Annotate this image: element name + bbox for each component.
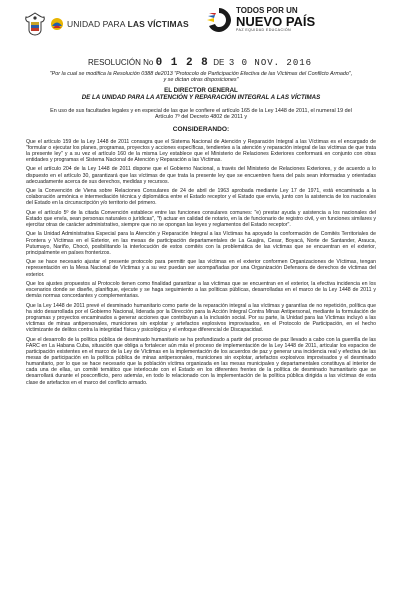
resolution-number: 0 1 2 8: [155, 57, 209, 69]
paragraph: Que la Convención de Viena sobre Relaciones Consulares de 24 de abril de 1963 aprobada mediante Ley 17 de 1971, está encaminada a la colaboración armónica e intermediación técnica y diplomática entre el Estado receptor y el Estado que envía, junto con la asistencia de los nacionales del Estado en la circunscripción y/o territorio del primero.: [26, 188, 376, 207]
resolution-date: 3 0 NOV. 2016: [228, 58, 313, 68]
paragraph: Que el artículo 204 de la Ley 1448 de 2011 dispone que el Gobierno Nacional, a través del Ministerio de Relaciones Exteriores, y de acuerdo a lo dispuesto en el artículo 30, garantizará que las víctimas de que trata la presente ley que se encuentren fuera del país sean informadas y orientadas adecuadamente acerca de sus derechos, medidas y recursos.: [26, 166, 376, 185]
paragraph: Que el desarrollo de la política pública de desminado humanitario se ha profundizado a partir del proceso de paz llevado a cabo con la guerrilla de las FARC en La Habana Cuba, situación que obliga a fortalecer aún más el proceso de implementación de la Ley 1448 de 2011, articular los espacios de participación existentes en el marco de la Ley de Víctimas en la implementación de los acuerdos de paz y generar una incidencia real y efectiva de las mesas de participación en la política pública de minas antipersonales, municiones sin explotar, artefactos explosivos improvisados y el desminado humanitario, por lo que se hace necesario que la población víctima organizada en las mesas municipales y departamentales constituya al interior de cada una de ellas, un comité temático que interlocute con el Estado en los diferentes frentes de la política de desminado humanitario que se desarrollará durante el posconflicto, pero además, en todo lo relacionado con la implementación de la política pública dirigida a las víctimas de esta clase de artefactos en el marco del conflicto armado.: [26, 336, 376, 386]
nuevo-pais-emblem-icon: [205, 6, 233, 34]
coat-of-arms-icon: [22, 12, 48, 36]
powers-line-1: En uso de sus facultades legales y en especial de las que le confiere el artículo 165 de la Ley 1448 de 2011, el numeral 19 del: [50, 107, 352, 114]
document-body: [26, 71, 376, 386]
resolution-line: [0, 57, 400, 69]
resolution-de: DE: [213, 58, 225, 67]
paragraph: Que la Unidad Administrativa Especial para la Atención y Reparación Integral a las Víctimas ha apoyado la conformación de Comités Territoriales de Frontera y Víctimas en el Exterior, en las mesas de participación departamentales de La Guajira, Cesar, Boyacá, Norte de Santander, Arauca, Putumayo, Nariño, Chocó, posibilitando la interlocución de estos comités con la problemática de las víctimas que se encuentran en el exterior, principalmente en países fronterizos.: [26, 231, 376, 256]
unidad-victimas-logo: [22, 12, 189, 36]
paragraph: Que se hace necesario ajustar el presente protocolo para permitir que las víctimas en el exterior conformen Organizaciones de Víctimas, tengan representación en la Mesa Nacional de Víctimas y a su vez puedan ser acompañadas por una Organización Defensora de derechos de víctimas del exterior.: [26, 259, 376, 278]
considerando-heading: CONSIDERANDO:: [172, 125, 230, 133]
paragraph: Que el artículo 5º de la citada Convención establece entre las funciones consulares comunes: "e) prestar ayuda y asistencia a los nacionales del Estado que envía, sean personas naturales o jurídicas", "f) actuar en calidad de notario, en la de funcionario de registro civil, y en funciones similares y ejercitar otras de carácter administrativo, siempre que no se opongan las leyes y reglamentos del Estado receptor".: [26, 209, 376, 229]
agency-name: UNIDAD PARA LAS VÍCTIMAS: [67, 19, 189, 29]
paragraph: Que la Ley 1448 de 2011 prevé el desminado humanitario como parte de la reparación integral a las víctimas y garantías de no repetición, política que ha sido desarrollada por el Gobierno Nacional, liderada por la Dirección para la Acción Integral Contra Minas Antipersonal, mediante la formulación de programas y proyectos encaminados a generar acciones que contribuyan a la inclusión social. Por su parte, la Unidad para las Víctimas incluyó a las víctimas de minas antipersonales, municiones sin explotar y artefactos explosivos improvisados, en el Protocolo de Participación, en el hecho victimizante de delitos contra la integridad física y psicológica y el enfoque diferencial de Discapacidad.: [26, 302, 376, 334]
letterhead: [0, 0, 400, 58]
paragraph: Que los ajustes propuestos al Protocolo tienen como finalidad garantizar a las víctimas que se encuentran en el exterior, la efectiva incidencia en los escenarios donde se diseñe, planifique, ejecute y se haga seguimiento a las políticas públicas, desarrolladas en el marco de la Ley 1448 de 2011 y demás normas concordantes y complementarias.: [26, 280, 376, 300]
todos-por-un-nuevo-pais-logo: [205, 6, 315, 34]
paragraph: Que el artículo 159 de la Ley 1448 de 2011 consagra que el Sistema Nacional de Atención y Reparación Integral a las Víctimas es el encargado de "formular o ejecutar los planes, programas, proyectos y acciones específicas, tendientes a la atención y reparación integral de las víctimas de que trata la presente ley" y a su vez el artículo 160 de la misma Ley establece que el Ministerio de Relaciones Exteriores conformará en conjunto con otras entidades y programas el Sistema Nacional de Atención y Reparación a las Víctimas.: [26, 138, 376, 164]
slogan-line1: TODOS POR UN: [236, 6, 298, 15]
director-heading: EL DIRECTOR GENERAL: [164, 86, 238, 94]
intro-line-2: y se dictan otras disposiciones": [163, 77, 239, 84]
slogan-line2: NUEVO PAÍS: [236, 14, 316, 29]
victims-unit-emblem-icon: [50, 17, 64, 31]
unidad-heading: DE LA UNIDAD PARA LA ATENCIÓN Y REPARACIÓN INTEGRAL A LAS VÍCTIMAS: [81, 93, 321, 101]
resolution-prefix: RESOLUCIÓN No: [87, 58, 154, 67]
slogan-line3: PAZ EQUIDAD EDUCACIÓN: [236, 28, 292, 32]
intro-line-1: "Por la cual se modifica la Resolución 0388 de2013 "Protocolo de Participación Efectiva de las Víctimas del Conflicto Armado",: [49, 71, 353, 77]
powers-line-2: Artículo 7º del Decreto 4802 de 2011 y: [154, 114, 248, 121]
